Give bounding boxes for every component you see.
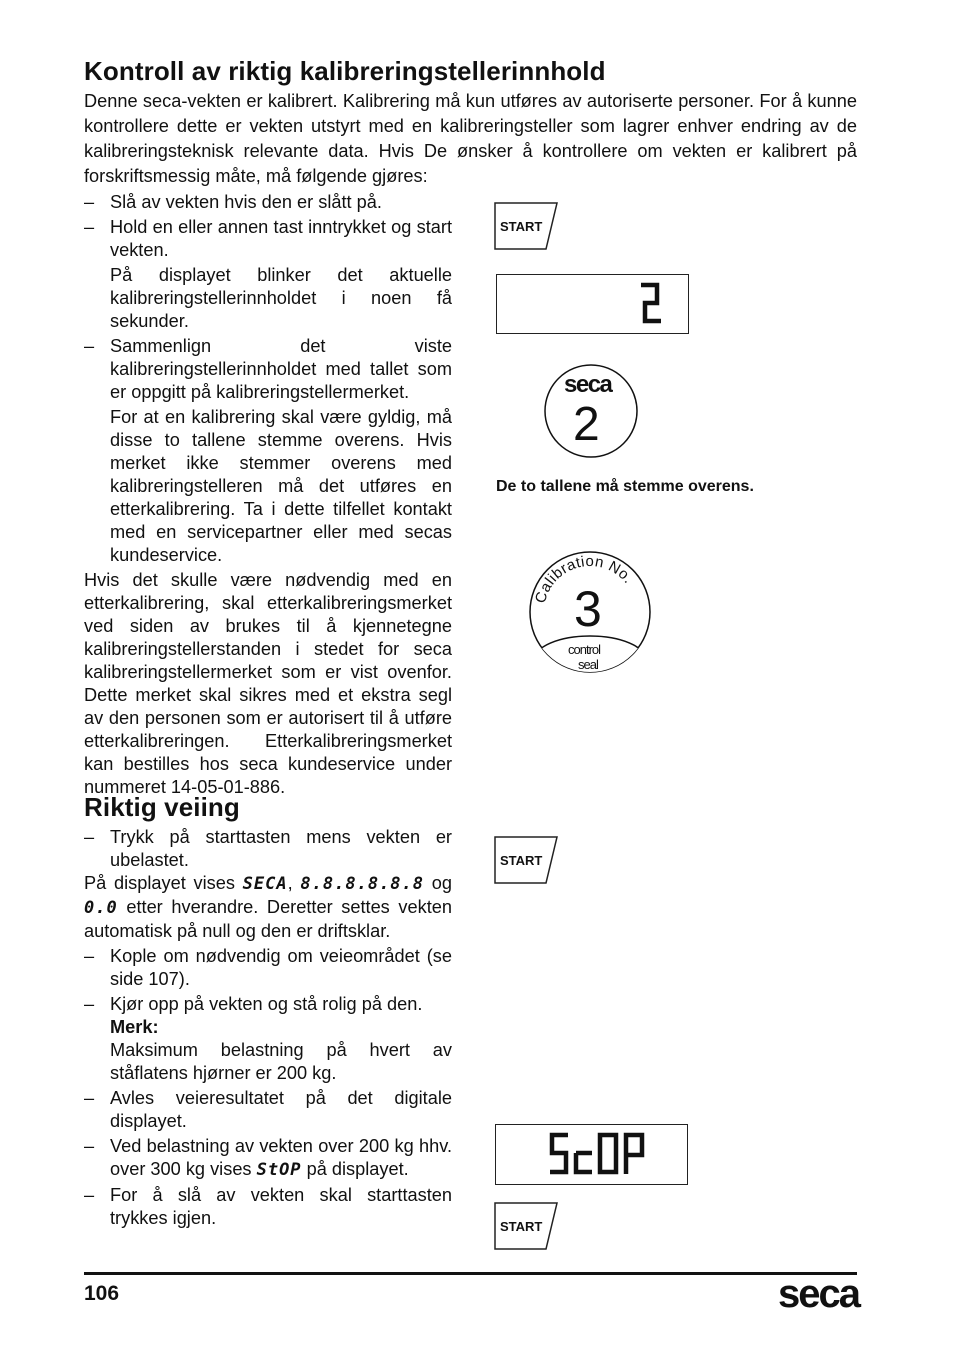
note-text: Maksimum belastning på hvert av ståflatens hjørner er 200 kg. bbox=[110, 1040, 452, 1083]
start-label: START bbox=[500, 853, 543, 868]
list-item-text: Kople om nødvendig om veieområdet (se side 107). bbox=[110, 946, 452, 989]
list-item bbox=[84, 1135, 452, 1182]
list-item bbox=[84, 191, 452, 214]
recalibration-paragraph: Hvis det skulle være nødvendig med en etterkalibrering, skal etterkalibreringsmerket ved siden av brukes til å kjennetegne kalibreringstellerstanden i stedet for seca kalibreringstellermerket som er vist ovenfor. Dette merket skal sikres med et ekstra segl av den personen som er autorisert til å utføre etterkalibreringen. Etterkalibreringsmerket kan bestilles hos seca kundeservice under nummeret 14-05-01-886. bbox=[84, 570, 452, 797]
calibration-steps bbox=[84, 191, 452, 799]
list-item bbox=[84, 945, 452, 991]
list-dash: – bbox=[84, 994, 95, 1014]
list-item bbox=[84, 216, 452, 262]
list-item bbox=[84, 335, 452, 404]
lcd-code-zero: 0.0 bbox=[84, 898, 118, 918]
footer-divider bbox=[84, 1272, 857, 1275]
list-item-text: Sammenlign det viste kalibreringstellerinnholdet med tallet som er oppgitt på kalibreringstellermerket. bbox=[110, 336, 452, 402]
list-item-text: Avles veieresultatet på det digitale displayet. bbox=[110, 1088, 452, 1131]
list-dash: – bbox=[84, 1185, 95, 1205]
sub-item-text: For at en kalibrering skal være gyldig, må disse to tallene stemme overens. Hvis merket ikke stemmer overens med kalibreringstelleren må det utføres en etterkalibrering. Ta i dette tilfellet kontakt med en servicepartner eller med secas kundeservice. bbox=[110, 407, 452, 565]
display-text-pre: På displayet vises bbox=[84, 873, 235, 893]
list-item-text: Trykk på starttasten mens vekten er ubelastet. bbox=[110, 827, 452, 870]
seal-brand: seca bbox=[564, 371, 612, 398]
recal-arc-text: Calibration No. bbox=[531, 552, 637, 606]
calibration-seal-icon bbox=[542, 362, 640, 460]
list-dash: – bbox=[84, 217, 95, 237]
recal-seal-line1: control bbox=[568, 642, 601, 657]
list-item-text: Kjør opp på vekten og stå rolig på den. bbox=[110, 994, 423, 1014]
separator: , bbox=[287, 873, 293, 893]
counter-display bbox=[496, 274, 689, 334]
section-title-weighing: Riktig veiing bbox=[84, 792, 240, 822]
list-item-text: Slå av vekten hvis den er slått på. bbox=[110, 192, 382, 212]
seal-number: 2 bbox=[573, 398, 600, 451]
brand-logo: seca bbox=[778, 1272, 859, 1316]
page-number: 106 bbox=[84, 1282, 120, 1305]
sub-item-text: På displayet blinker det aktuelle kalibreringstellerinnholdet i noen få sekunder. bbox=[110, 265, 452, 331]
list-dash: – bbox=[84, 1088, 95, 1108]
lcd-code-stop: StOP bbox=[256, 1160, 302, 1180]
list-dash: – bbox=[84, 827, 95, 847]
lcd-stop-icon bbox=[496, 1125, 687, 1184]
list-dash: – bbox=[84, 192, 95, 212]
display-text-post: etter hverandre. Deretter settes vekten automatisk på null og den er driftsklar. bbox=[84, 897, 452, 941]
recal-seal-line2: seal bbox=[578, 657, 598, 672]
recal-number: 3 bbox=[574, 581, 602, 637]
list-item-text: på displayet. bbox=[306, 1159, 409, 1179]
display-sequence-text bbox=[84, 872, 452, 943]
list-item bbox=[84, 993, 452, 1016]
list-item-text: Ved belastning av vekten over 200 kg hhv. over 300 kg vises bbox=[110, 1136, 452, 1179]
lcd-code-test: 8.8.8.8.8.8 bbox=[300, 874, 425, 894]
start-label: START bbox=[500, 219, 543, 234]
note-label: Merk: bbox=[110, 1017, 159, 1037]
intro-paragraph: Denne seca-vekten er kalibrert. Kalibrering må kun utføres av autoriserte personer. For å kunne kontrollere dette er vekten utstyrt med en kalibreringsteller som lagrer enhver endring av de kalibreringsteknisk relevante data. Hvis De ønsker å kontrollere om vekten er kalibrert på forskriftsmessig måte, må følgende gjøres: bbox=[84, 91, 857, 186]
section-title-calibration: Kontroll av riktig kalibreringstellerinnhold bbox=[84, 56, 606, 86]
list-dash: – bbox=[84, 1136, 95, 1156]
list-item bbox=[84, 1184, 452, 1230]
start-button-icon bbox=[494, 1202, 558, 1250]
list-item bbox=[84, 826, 452, 872]
list-dash: – bbox=[84, 336, 95, 356]
lcd-digit-2-icon bbox=[497, 275, 688, 333]
lcd-code-seca: SECA bbox=[242, 874, 288, 894]
list-item-text: For å slå av vekten skal starttasten trykkes igjen. bbox=[110, 1185, 452, 1228]
list-item-text: Hold en eller annen tast inntrykket og start vekten. bbox=[110, 217, 452, 260]
weighing-steps bbox=[84, 826, 452, 1230]
start-button-icon bbox=[494, 836, 558, 884]
start-label: START bbox=[500, 1219, 543, 1234]
stop-display bbox=[495, 1124, 688, 1185]
list-dash: – bbox=[84, 946, 95, 966]
list-item bbox=[84, 1087, 452, 1133]
start-button-icon bbox=[494, 202, 558, 250]
separator: og bbox=[431, 873, 452, 893]
recalibration-seal-icon bbox=[526, 548, 654, 676]
figure-caption: De to tallene må stemme overens. bbox=[496, 478, 754, 495]
